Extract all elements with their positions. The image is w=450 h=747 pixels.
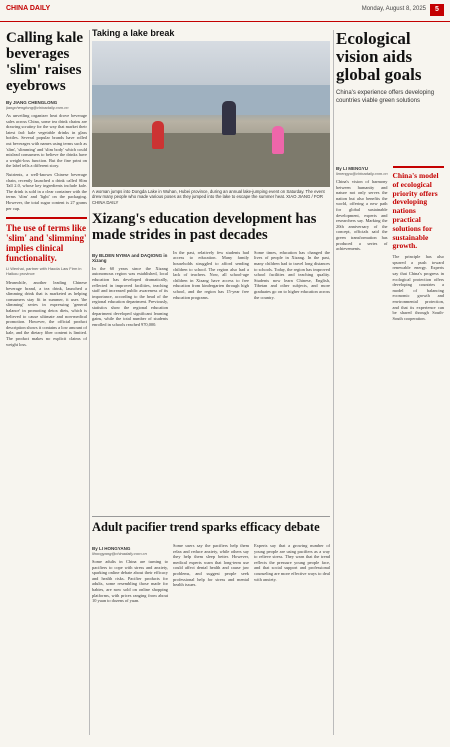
lake-photo (92, 41, 330, 187)
left-story (6, 30, 87, 740)
bottom-col-2: Some users say the pacifiers help them relax and reduce anxiety, while others say they help them sleep better. However, medical experts warn that long-term use could affect dental health and cause jaw problems, and suggest people seek professional help for stress and mental health issues. (173, 543, 249, 588)
right-pull-quote: China's model of ecological priority offers developing nations practical solutions for sustainable growth. (393, 166, 445, 251)
shore (92, 133, 330, 187)
left-quote-source: Li Wenhai, partner with Haoda Law Firm in Haikou province (6, 266, 82, 277)
right-email: limengyu@chinadaily.com.cn (336, 171, 388, 176)
column-divider (89, 30, 90, 735)
person-figure (222, 101, 236, 135)
right-headline: Ecological vision aids global goals (336, 29, 422, 84)
left-pull-quote: The use of terms like 'slim' and 'slimming' implies clinical functionality. (6, 217, 87, 263)
feature-col-3: Some times, education has changed the lives of people in Xizang. In the past, many children had to travel long distances to schools. Today, the region has improved school facilities and teaching quality. Students now learn Chinese, English, Tibetan and other subjects, and more graduates go on to higher education across the country. (254, 249, 330, 300)
masthead (0, 0, 450, 22)
left-email: jiangchenglong@chinadaily.com.cn (6, 105, 69, 110)
photo-tag: Taking a lake break (92, 28, 175, 38)
right-byline: By LI MENGYU (336, 166, 369, 171)
feature-col-1: In the 60 years since the Xizang autonomous region was established, local education has developed dramatically, reflected in improved facilities, teaching staff and increased public awareness of its importance, according to the head of the regional education department. Previously, statistics show the regional education department developed significant learning gains, while the total number of students enrolled in schools reached 970,000. (92, 265, 168, 327)
photo-caption: A woman jumps into Dongda Lake in Wuhan, Hubei province, during an annual lake-jumping event on Saturday. The event drew many people who made various poses as they jumped into the lake to escape the summer heat. XIAO JIANG / FOR CHINA DAILY (92, 189, 325, 205)
column-divider (333, 30, 334, 735)
person-figure (272, 126, 284, 154)
feature-byline: By BLDEN NYIMA and DAQIONG in Xizang (92, 252, 168, 263)
right-story (336, 160, 444, 321)
left-body-3: Meanwhile, another leading Chinese beverage brand, a tea drink, launched a slimming drink that is marketed as helping consumers stay fit in summer, it uses 'the slimming' series in expressing 'general balance' in promoting detox diets, which is believed to cause ultimate and non-medical promotion. However, the official product description shows it contains a low amount of kale, and the dietary fiber content is limited. The product makes no explicit claims of weight loss. (6, 280, 87, 347)
left-body-1: As unveiling organizer heat drove beverage sales across China, some tea drink chains are drawing scrutiny for the way that market their latest fad: kale vegetable drinks in glass bottles. Several popular brands have rolled out beverages with names using terms such as 'slim', 'slimming' and 'slim body' which could mislead consumers to believe the drinks have a weight-loss function. But the fine print on the label tells a different story. (6, 113, 87, 169)
bottom-email: lihongyang@chinadaily.com.cn (92, 551, 147, 556)
person-figure (152, 121, 164, 149)
feature-story (92, 28, 330, 327)
right-col-1: China's vision of harmony between humanity and nature not only serves the nation but also benefits the world, offering a new path for global sustainable development, experts and researchers say. Marking the 20th anniversary of the concept, officials said the green transformation has produced a series of achievements. (336, 179, 388, 252)
right-story-head (336, 30, 444, 105)
bottom-headline: Adult pacifier trend sparks efficacy debate (92, 520, 320, 534)
bottom-byline: By LI HONGYANG (92, 546, 131, 551)
bottom-story (92, 540, 330, 604)
section-name: CHINA DAILY (6, 5, 51, 12)
left-byline: By JIANG CHENGLONG (6, 100, 58, 105)
right-subhead: China's experience offers developing countries viable green solutions (336, 90, 435, 104)
bottom-col-3: Experts say that a growing number of young people are using pacifiers as a way to relieve stress. They warn that the trend reflects the pressure young people face, and that social support and professional counseling are more effective ways to deal with anxiety. (254, 543, 330, 582)
issue-date: Monday, August 8, 2025 (361, 6, 426, 12)
feature-columns (92, 247, 330, 328)
feature-headline: Xizang's education development has made strides in past decades (92, 210, 317, 243)
lake-water (92, 85, 330, 115)
feature-col-2: In the past, relatively few students had access to education. Many family households struggled to afford sending children to school. The region also had a lack of teachers. Now, all school-age children in Xizang have access to free education from kindergarten through high school, and the region has 15-year free education programs. (173, 249, 249, 300)
right-col-2: The principle has also spurred a push toward renewable energy. Experts say that China's progress in ecological protection offers developing countries a model of balancing economic growth and environmental protection, and that its experience can be shared through South-South cooperation. (392, 254, 444, 321)
bottom-col-1: Some adults in China are turning to pacifiers to cope with stress and anxiety, sparking online debate about their efficacy and health risks. Pacifier products for adults, some resembling those made for babies, are now sold on online shopping platforms, with prices ranging from about 10 yuan to dozens of yuan. (92, 559, 168, 604)
left-body-2: Nutrients, a well-known Chinese beverage chain, recently launched a drink called Slim Tall 2.0, whose key ingredients include kale. The drink is sold in a clear container with the terms 'slim' and 'light' on the packaging. However, the total sugar content is 27 grams per cup. (6, 171, 87, 211)
page-number: 5 (430, 4, 444, 16)
left-headline: Calling kale beverages 'slim' raises eyebrows (6, 30, 84, 94)
section-rule (92, 516, 330, 517)
